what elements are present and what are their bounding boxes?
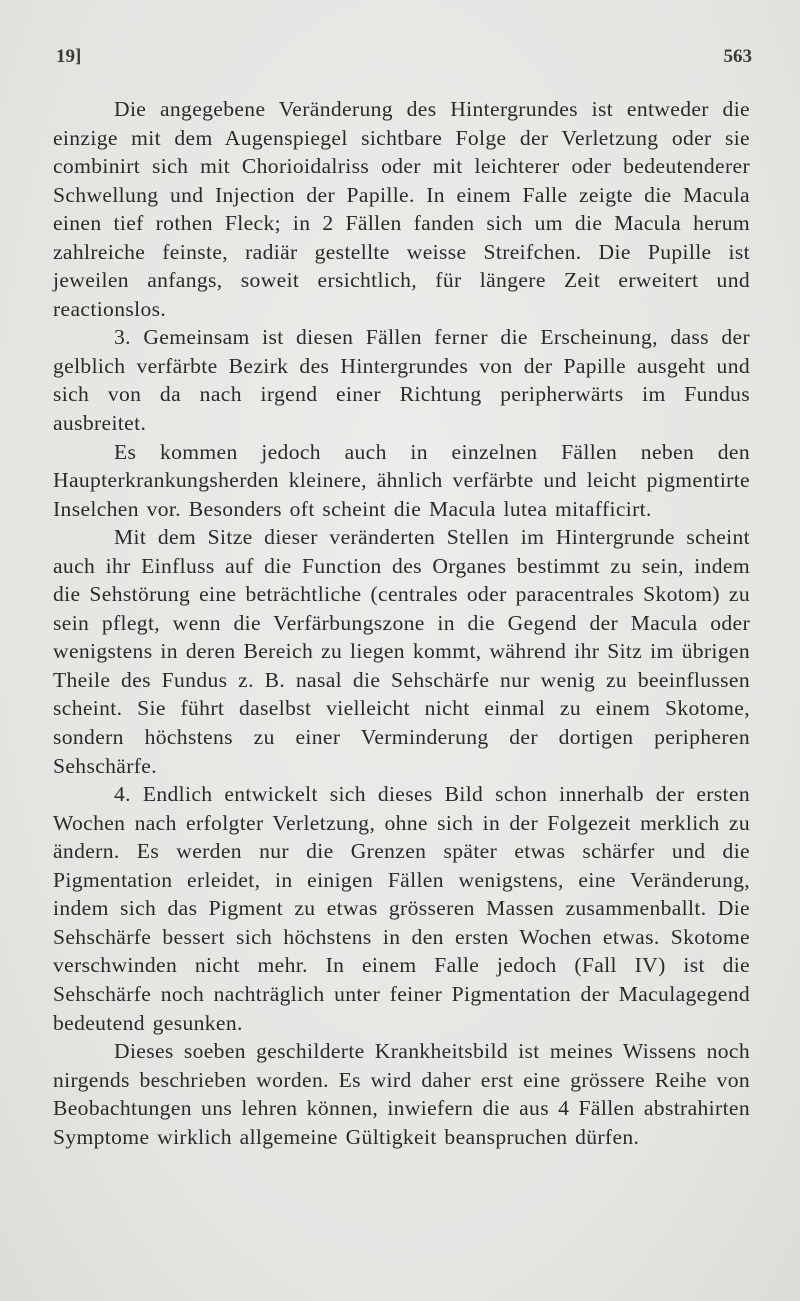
body-text — [53, 95, 750, 1151]
section-number: 19] — [56, 46, 82, 67]
paragraph: 4. Endlich entwickelt sich dieses Bild schon innerhalb der ersten Wochen nach erfolgter Verletzung, ohne sich in der Folgezeit merklich zu ändern. Es werden nur die Grenzen später etwas schärfer und die Pigmentation erleidet, in einigen Fällen wenigstens, eine Veränderung, indem sich das Pigment zu etwas grösseren Massen zusammenballt. Die Sehschärfe bessert sich höchstens in den ersten Wochen etwas. Skotome verschwinden nicht mehr. In einem Falle jedoch (Fall IV) ist die Sehschärfe noch nachträglich unter feiner Pigmentation der Maculagegend bedeutend gesunken. — [53, 782, 750, 1035]
paragraph: Es kommen jedoch auch in einzelnen Fällen neben den Haupterkrankungsherden kleinere, ähnlich verfärbte und leicht pigmentirte Inselchen vor. Besonders oft scheint die Macula lutea mitafficirt. — [53, 439, 750, 521]
paragraph: Die angegebene Veränderung des Hintergrundes ist entweder die einzige mit dem Augenspiegel sichtbare Folge der Verletzung oder sie combinirt sich mit Chorioidalriss oder mit leichterer oder bedeutenderer Schwellung und Injection der Papille. In einem Falle zeigte die Macula einen tief rothen Fleck; in 2 Fällen fanden sich um die Macula herum zahlreiche feinste, radiär gestellte weisse Streifchen. Die Pupille ist jeweilen anfangs, soweit ersichtlich, für längere Zeit erweitert und reactionslos. — [53, 97, 750, 321]
paragraph: 3. Gemeinsam ist diesen Fällen ferner die Erscheinung, dass der gelblich verfärbte Bezirk des Hintergrundes von der Papille ausgeht und sich von da nach irgend einer Richtung peripherwärts im Fundus ausbreitet. — [53, 325, 750, 436]
page-number: 563 — [723, 46, 752, 67]
paragraph: Mit dem Sitze dieser veränderten Stellen im Hintergrunde scheint auch ihr Einfluss auf die Function des Organes bestimmt zu sein, indem die Sehstörung eine beträchtliche (centrales oder paracentrales Skotom) zu sein pflegt, wenn die Verfärbungszone in die Gegend der Macula oder wenigstens in deren Bereich zu liegen kommt, während ihr Sitz im übrigen Theile des Fundus z. B. nasal die Sehschärfe nur wenig zu beeinflussen scheint. Sie führt daselbst vielleicht nicht einmal zu einem Skotome, sondern höchstens zu einer Verminderung der dortigen peripheren Sehschärfe. — [53, 525, 750, 778]
page-header — [56, 46, 752, 72]
paragraph: Dieses soeben geschilderte Krankheitsbild ist meines Wissens noch nirgends beschrieben worden. Es wird daher erst eine grössere Reihe von Beobachtungen uns lehren können, inwiefern die aus 4 Fällen abstrahirten Symptome wirklich allgemeine Gültigkeit beanspruchen dürfen. — [53, 1039, 750, 1149]
